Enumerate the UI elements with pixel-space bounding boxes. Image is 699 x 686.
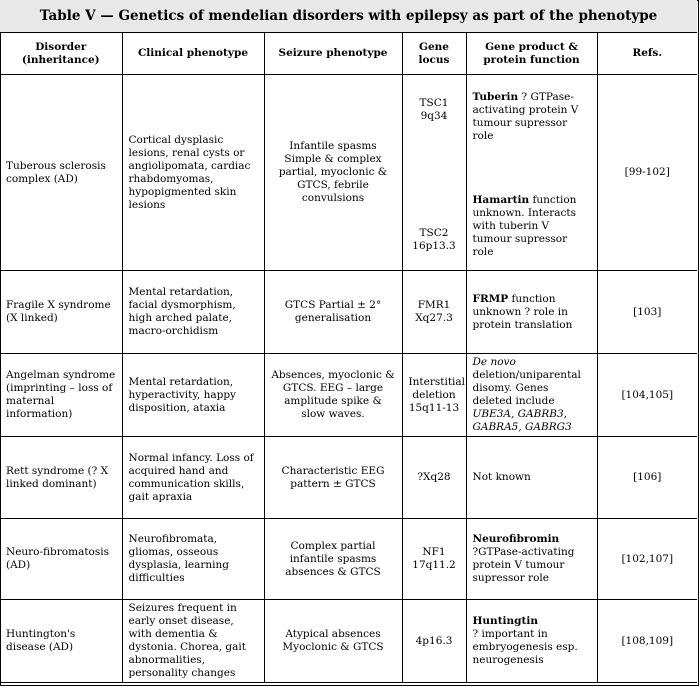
cell-clinical: Normal infancy. Loss of acquired hand and communication skills, gait apraxia xyxy=(122,437,264,519)
cell-clinical: Neurofibromata, gliomas, osseous dysplasia, learning difficulties xyxy=(122,519,264,600)
cell-disorder: Angelman syndrome (imprinting – loss of maternal information) xyxy=(0,354,122,437)
cell-disorder: Rett syndrome (? X linked dominant) xyxy=(0,437,122,519)
cell-product: Not known xyxy=(466,437,597,519)
cell-locus: NF1 17q11.2 xyxy=(402,519,466,600)
cell-clinical: Mental retardation, hyperactivity, happy disposition, ataxia xyxy=(122,354,264,437)
cell-disorder: Fragile X syndrome (X linked) xyxy=(0,271,122,354)
cell-seizure: Atypical absences Myoclonic & GTCS xyxy=(264,600,402,683)
product-desc: ? important in embryogenesis esp. neurogenesis xyxy=(472,628,578,666)
cell-clinical: Cortical dysplasic lesions, renal cysts or angiolipomata, cardiac rhabdomyomas, hypopigmented skin lesions xyxy=(122,75,264,271)
genetics-table xyxy=(0,33,697,683)
product-key: Neurofibromin xyxy=(472,533,560,545)
product-key: Tuberin xyxy=(472,91,519,103)
cell-locus xyxy=(402,75,466,271)
product-key: FRMP xyxy=(472,292,509,305)
product-desc: ?GTPase-activating protein V tumour supressor role xyxy=(472,546,575,584)
product-key: Hamartin xyxy=(472,194,530,206)
product-desc: deletion/uniparental disomy. Genes deleted include xyxy=(472,369,581,407)
product-italic: De novo xyxy=(472,356,516,368)
cell-refs: [108,109] xyxy=(597,600,697,683)
table-title xyxy=(0,0,697,33)
cell-seizure: Infantile spasms Simple & complex partial, myoclonic & GTCS, febrile convulsions xyxy=(264,75,402,271)
product-hamartin xyxy=(473,194,591,259)
product-tuberin xyxy=(473,91,591,143)
cell-clinical: Seizures frequent in early onset disease, with dementia & dystonia. Chorea, gait abnormalities, personality changes xyxy=(122,600,264,683)
table-row xyxy=(0,437,697,519)
cell-disorder: Tuberous sclerosis complex (AD) xyxy=(0,75,122,271)
table-row xyxy=(0,519,697,600)
cell-product xyxy=(466,600,597,683)
table-row xyxy=(0,75,697,271)
header-clinical: Clinical phenotype xyxy=(122,33,264,75)
cell-clinical: Mental retardation, facial dysmorphism, high arched palate, macro-orchidism xyxy=(122,271,264,354)
cell-locus: 4p16.3 xyxy=(402,600,466,683)
locus-tsc2: TSC2 16p13.3 xyxy=(412,227,456,252)
product-desc: function unknown. Interacts with tuberin V tumour supressor role xyxy=(472,194,577,258)
cell-refs: [104,105] xyxy=(597,354,697,437)
header-locus: Gene locus xyxy=(402,33,466,75)
table-row xyxy=(0,354,697,437)
cell-refs: [103] xyxy=(597,271,697,354)
cell-product xyxy=(466,354,597,437)
header-seizure: Seizure phenotype xyxy=(264,33,402,75)
cell-seizure: Complex partial infantile spasms absences & GTCS xyxy=(264,519,402,600)
cell-locus: FMR1 Xq27.3 xyxy=(402,271,466,354)
cell-refs: [106] xyxy=(597,437,697,519)
header-refs: Refs. xyxy=(597,33,697,75)
product-key: Huntingtin xyxy=(472,615,538,627)
product-genes: UBE3A, GABRB3, GABRA5, GABRG3 xyxy=(472,408,572,433)
locus-tsc1: TSC1 9q34 xyxy=(419,97,449,122)
cell-refs: [99-102] xyxy=(597,75,697,271)
cell-refs: [102,107] xyxy=(597,519,697,600)
cell-locus: ?Xq28 xyxy=(402,437,466,519)
header-row xyxy=(0,33,697,75)
cell-disorder: Huntington's disease (AD) xyxy=(0,600,122,683)
cell-product xyxy=(466,519,597,600)
table-title-text: Table V — Genetics of mendelian disorders with epilepsy as part of the phenotype xyxy=(39,8,658,24)
product-desc: function unknown ? role in protein translation xyxy=(472,292,573,331)
cell-seizure: GTCS Partial ± 2° generalisation xyxy=(264,271,402,354)
header-product: Gene product & protein function xyxy=(466,33,597,75)
cell-seizure: Characteristic EEG pattern ± GTCS xyxy=(264,437,402,519)
cell-seizure: Absences, myoclonic & GTCS. EEG – large amplitude spike & slow waves. xyxy=(264,354,402,437)
header-disorder: Disorder (inheritance) xyxy=(0,33,122,75)
cell-locus: Interstitial deletion 15q11-13 xyxy=(402,354,466,437)
table-row xyxy=(0,271,697,354)
cell-product xyxy=(466,271,597,354)
product-desc: ? GTPase-activating protein V tumour supressor role xyxy=(472,91,579,142)
cell-product xyxy=(466,75,597,271)
table-row xyxy=(0,600,697,683)
cell-disorder: Neuro-fibromatosis (AD) xyxy=(0,519,122,600)
